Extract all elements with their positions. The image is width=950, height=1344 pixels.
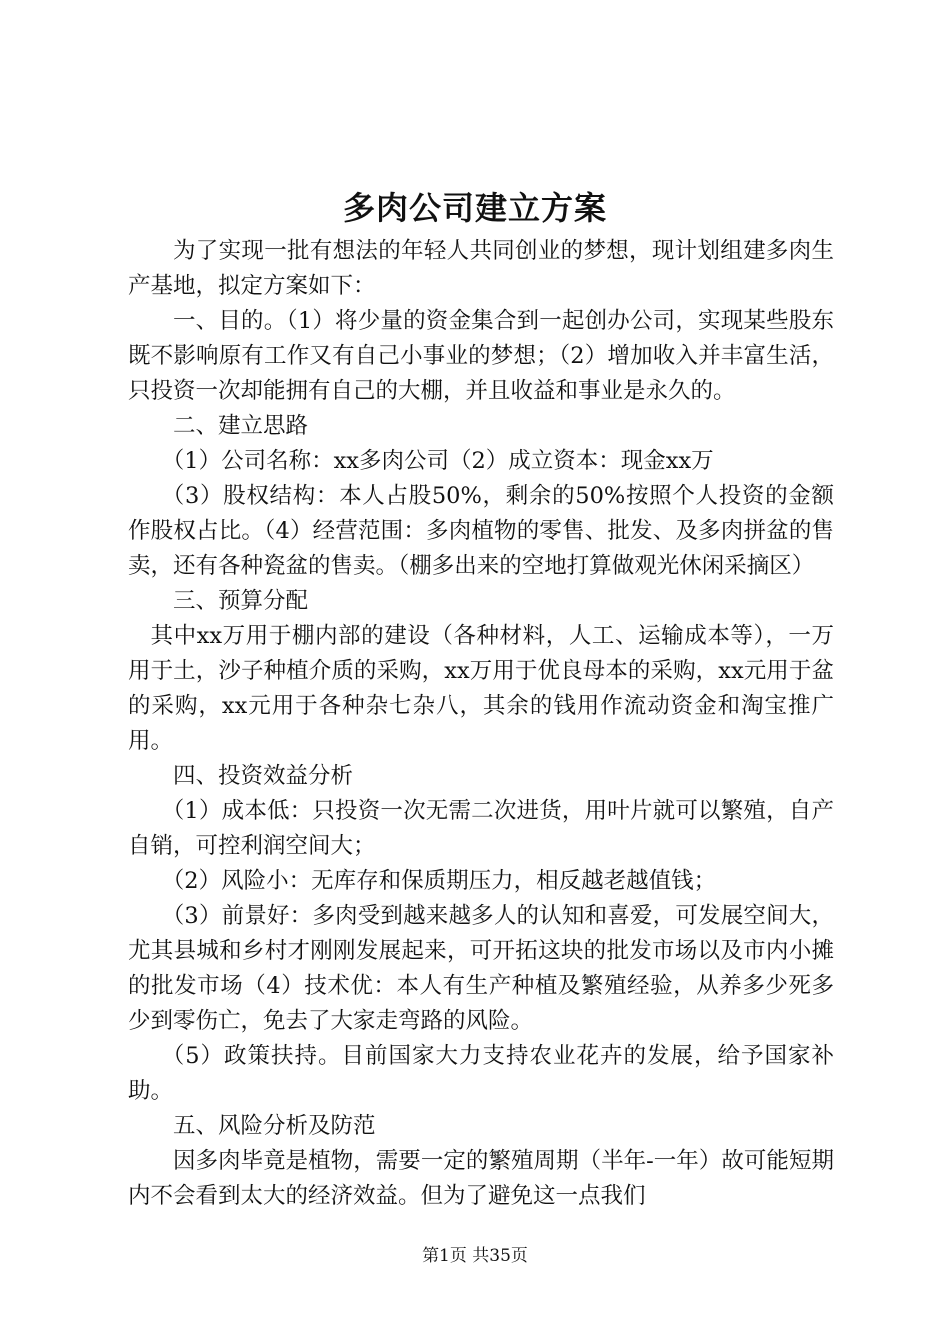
document-body [128,234,834,1214]
heading-approach: 二、建立思路 [173,413,309,439]
paragraph-low-cost: （1）成本低：只投资一次无需二次进货，用叶片就可以繁殖，自产自销，可控利润空间大； [128,798,834,859]
paragraph-equity: （3）股权结构：本人占股50%，剩余的50%按照个人投资的金额作股权占比。（4）经营范围：多肉植物的零售、批发、及多肉拼盆的售卖，还有各种瓷盆的售卖。（棚多出来的空地打算做观光休闲采摘区） [128,483,834,579]
paragraph-policy: （5）政策扶持。目前国家大力支持农业花卉的发展，给予国家补助。 [128,1043,834,1104]
paragraph-budget: 其中xx万用于棚内部的建设（各种材料，人工、运输成本等），一万用于土，沙子种植介质的采购，xx万用于优良母本的采购，xx元用于盆的采购，xx元用于各种杂七杂八，其余的钱用作流动资金和淘宝推广用。 [128,623,834,754]
document-title: 多肉公司建立方案 [342,189,607,227]
paragraph-company-name: （1）公司名称：xx多肉公司（2）成立资本：现金xx万 [161,448,714,474]
paragraph-risk: 因多肉毕竟是植物，需要一定的繁殖周期（半年-一年）故可能短期内不会看到太大的经济效益。但为了避免这一点我们 [128,1148,834,1209]
heading-benefit: 四、投资效益分析 [173,763,354,789]
paragraph-low-risk: （2）风险小：无库存和保质期压力，相反越老越值钱； [161,868,717,894]
paragraph-prospect: （3）前景好：多肉受到越来越多人的认知和喜爱，可发展空间大，尤其县城和乡村才刚刚发展起来，可开拓这块的批发市场以及市内小摊的批发市场（4）技术优：本人有生产种植及繁殖经验，从养多少死多少到零伤亡，免去了大家走弯路的风险。 [128,903,834,1034]
page-number: 第1页 共35页 [422,1246,528,1266]
paragraph-intro: 为了实现一批有想法的年轻人共同创业的梦想，现计划组建多肉生产基地，拟定方案如下： [128,238,834,299]
heading-budget: 三、预算分配 [173,588,309,614]
paragraph-purpose: 一、目的。（1）将少量的资金集合到一起创办公司，实现某些股东既不影响原有工作又有自己小事业的梦想；（2）增加收入并丰富生活，只投资一次却能拥有自己的大棚，并且收益和事业是永久的。 [128,308,834,404]
heading-risk: 五、风险分析及防范 [173,1113,376,1139]
